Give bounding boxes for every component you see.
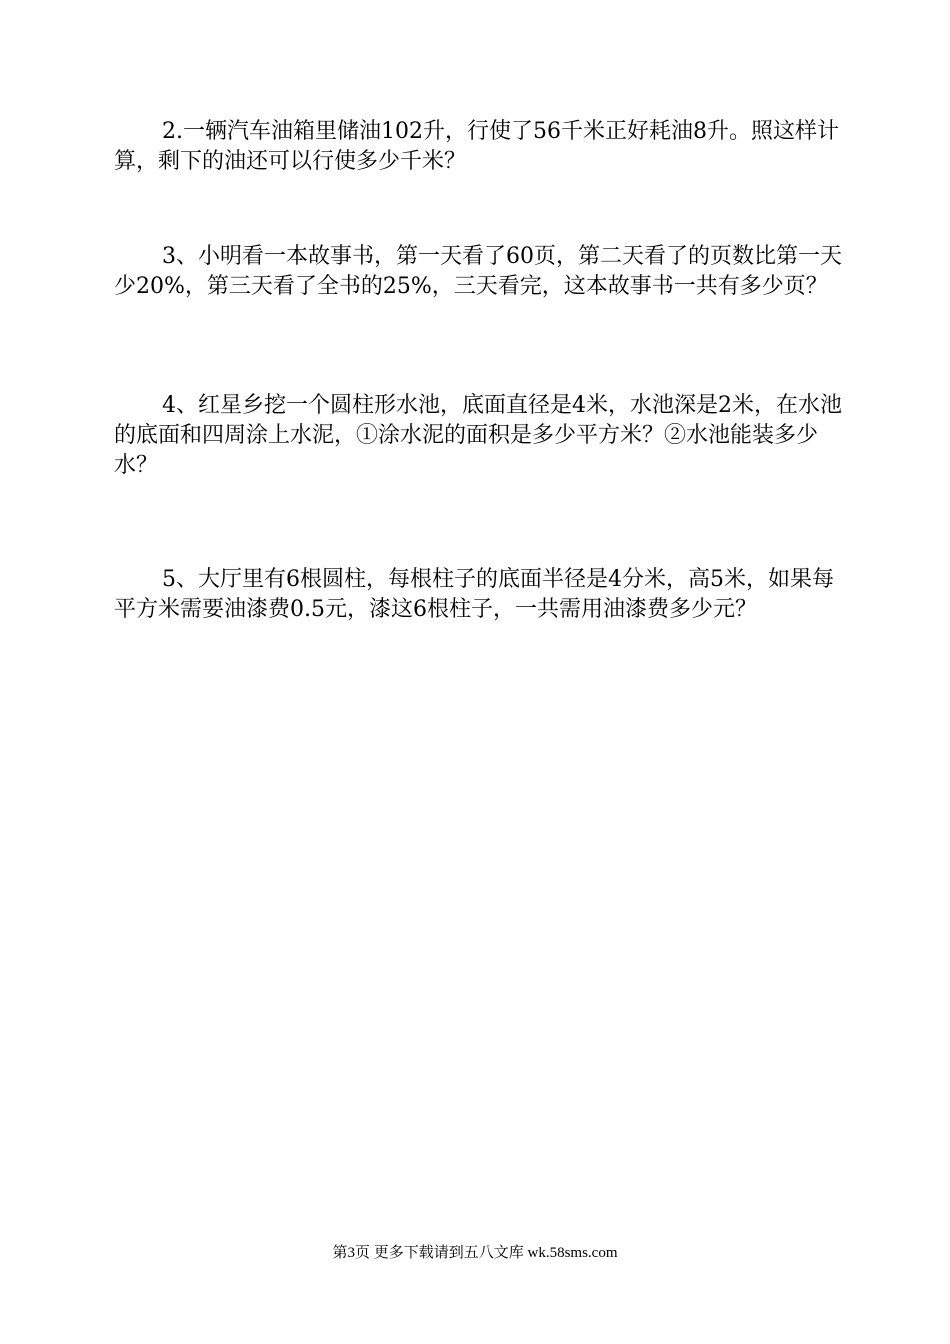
problem-5: 5、大厅里有6根圆柱，每根柱子的底面半径是4分米，高5米，如果每平方米需要油漆费0.5元，漆这6根柱子，一共需用油漆费多少元？	[114, 567, 834, 622]
problem-2: 2.一辆汽车油箱里储油102升，行使了56千米正好耗油8升。照这样计算，剩下的油还可以行使多少千米？	[114, 119, 839, 174]
problem-4: 4、红星乡挖一个圆柱形水池，底面直径是4米，水池深是2米，在水池的底面和四周涂上水泥，①涂水泥的面积是多少平方米？②水池能装多少水？	[114, 393, 842, 478]
problem-3: 3、小明看一本故事书，第一天看了60页，第二天看了的页数比第一天少20%，第三天看了全书的25%，三天看完，这本故事书一共有多少页？	[114, 244, 842, 299]
page-footer: 第3页 更多下载请到五八文库 wk.58sms.com	[332, 1245, 618, 1261]
